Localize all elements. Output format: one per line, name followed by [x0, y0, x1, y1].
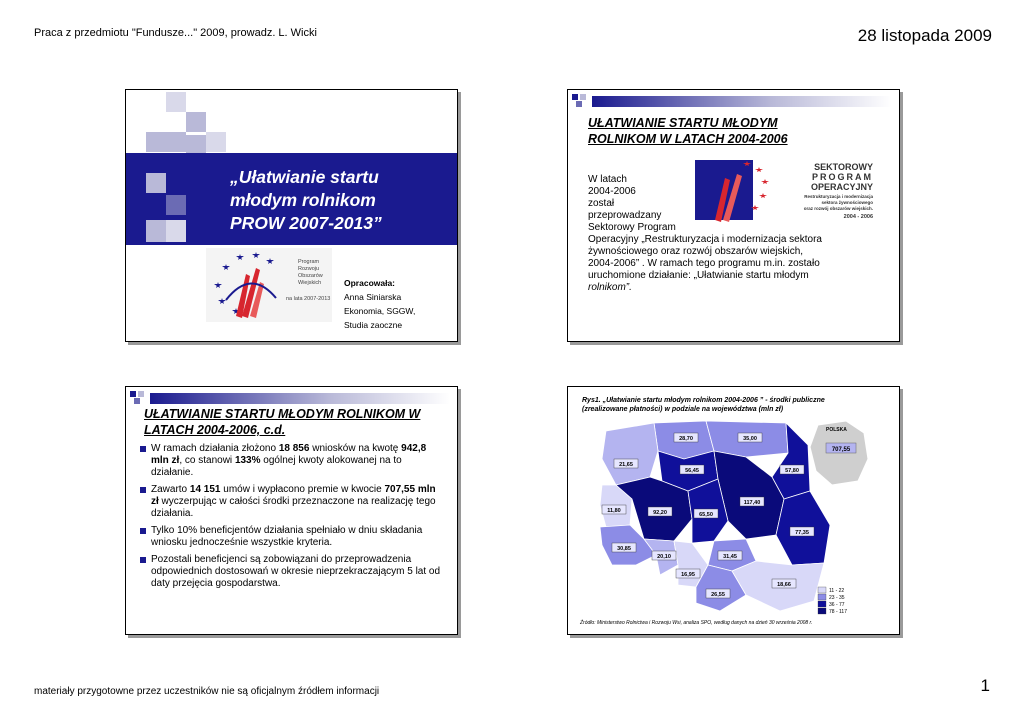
logo-text: Program	[298, 259, 320, 265]
legend-label: 11 - 22	[829, 588, 845, 594]
voivodeship-map	[596, 415, 881, 620]
slide-results	[125, 386, 458, 635]
list-item: Pozostali beneficjenci są zobowiązani do przeprowadzenia odpowiednich dostosowań w okresie nieprzekraczającym 5 lat od daty przejęcia gospodarstwa.	[138, 554, 443, 590]
title-line: „Ułatwianie startu	[230, 167, 379, 187]
logo-text: Rozwoju	[298, 266, 320, 272]
region-value: 18,66	[777, 582, 791, 588]
decor-square	[138, 391, 144, 397]
legend-swatch	[818, 601, 826, 607]
decor-square	[166, 92, 186, 112]
decor-square	[186, 112, 206, 132]
decor-square	[146, 220, 166, 242]
region-value: 28,70	[679, 436, 693, 442]
header-course-note: Praca z przedmiotu "Fundusze..." 2009, prowadz. L. Wicki	[34, 27, 317, 39]
region-value: 56,45	[685, 468, 699, 474]
decor-square	[580, 94, 586, 100]
decor-square	[572, 94, 578, 100]
body-line: 2004-2006	[588, 186, 636, 197]
body-line: Sektorowy Program	[588, 222, 676, 233]
logo-text: oraz rozwój obszarów wiejskich.	[803, 206, 873, 211]
list-item: Zawarto 14 151 umów i wypłacono premie w kwocie 707,55 mln zł wyczerpując w całości środki przeznaczone na realizację tego działania.	[138, 484, 443, 520]
author-label: Opracowała:	[344, 278, 396, 288]
author-block	[344, 276, 415, 332]
results-list	[138, 443, 443, 595]
slide-heading	[144, 406, 444, 438]
logo-text: Obszarów	[298, 273, 323, 279]
region-value: 77,35	[795, 530, 809, 536]
body-line: W latach	[588, 174, 627, 185]
logo-text: Wiejskich	[298, 280, 322, 286]
region-value: 21,65	[619, 462, 633, 468]
heading-line: UŁATWIANIE STARTU MŁODYM ROLNIKOM W	[144, 407, 421, 421]
slide-topbar	[592, 96, 892, 107]
body-line: Operacyjny „Restrukturyzacja i modernizacja sektora	[588, 234, 822, 245]
slide-heading	[588, 115, 848, 147]
body-line: przeprowadzany	[588, 210, 662, 221]
region-value: 117,40	[743, 500, 761, 506]
map-caption	[582, 396, 882, 414]
map-legend	[818, 587, 847, 615]
caption-line: Rys1. „Ułatwianie startu młodym rolnikom 2004-2006 ” - środki publiczne	[582, 397, 825, 404]
decor-square	[134, 398, 140, 404]
region-value: 20,10	[657, 554, 671, 560]
body-line: został	[588, 198, 615, 209]
region-value: 26,55	[711, 592, 725, 598]
author-dept: Ekonomia, SGGW,	[344, 306, 416, 316]
region-value: 11,80	[607, 508, 621, 514]
slide-map	[567, 386, 900, 635]
decor-square	[166, 132, 186, 152]
logo-text: SEKTOROWY	[814, 162, 873, 172]
logo-text: sektora żywnościowego	[821, 200, 873, 205]
poland-value: 707,55	[831, 447, 851, 453]
slide-topbar	[150, 393, 450, 404]
region-value: 31,45	[723, 554, 737, 560]
list-item: Tylko 10% beneficjentów działania spełniało w dniu składania wniosku jednocześnie wszystkie kryteria.	[138, 525, 443, 549]
region-value: 16,95	[681, 572, 695, 578]
header-date: 28 listopada 2009	[857, 26, 992, 45]
slide-title	[125, 89, 458, 342]
legend-swatch	[818, 587, 826, 593]
decor-square	[130, 391, 136, 397]
decor-square	[576, 101, 582, 107]
region-value: 35,00	[743, 436, 757, 442]
decor-square	[206, 132, 226, 152]
heading-line: UŁATWIANIE STARTU MŁODYM	[588, 116, 778, 130]
body-line: żywnościowego oraz rozwój obszarów wiejskich,	[588, 246, 804, 257]
decor-square	[126, 153, 146, 173]
title-line: młodym rolnikom	[230, 190, 376, 210]
decor-square	[146, 132, 166, 152]
slide-title-text	[230, 166, 450, 235]
body-line: rolnikom”.	[588, 282, 632, 293]
decor-square	[166, 195, 186, 215]
decor-square	[146, 173, 166, 193]
region-value: 92,20	[653, 510, 667, 516]
region-value: 65,50	[699, 512, 713, 518]
title-line: PROW 2007-2013”	[230, 213, 382, 233]
logo-text: na lata 2007-2013	[286, 296, 331, 302]
legend-swatch	[818, 594, 826, 600]
logo-text: PROGRAM	[812, 172, 873, 182]
slide-body	[588, 174, 878, 294]
decor-square	[166, 220, 186, 242]
logo-text: OPERACYJNY	[810, 182, 873, 192]
slide-program-intro	[567, 89, 900, 342]
legend-swatch	[818, 608, 826, 614]
legend-label: 23 - 35	[829, 595, 845, 601]
legend-label: 36 - 77	[829, 602, 845, 608]
poland-label: POLSKA	[826, 427, 847, 433]
map-source: Źródło: Ministerstwo Rolnictwa i Rozwoju Wsi, analiza SPO, według danych na dzień 30 września 2008 r.	[580, 620, 813, 626]
prow-logo	[206, 248, 332, 322]
heading-line: LATACH 2004-2006, c.d.	[144, 423, 286, 437]
decor-square	[186, 135, 206, 153]
list-item: W ramach działania złożono 18 856 wniosków na kwotę 942,8 mln zł, co stanowi 133% ogólnej kwoty alokowanej na to działanie.	[138, 443, 443, 479]
heading-line: ROLNIKOM W LATACH 2004-2006	[588, 132, 788, 146]
footer-disclaimer: materiały przygotowne przez uczestników nie są oficjalnym źródłem informacji	[34, 686, 380, 697]
page-number: 1	[980, 676, 990, 695]
caption-line: (zrealizowane płatności) w podziale na województwa (mln zł)	[582, 406, 784, 413]
body-line: uruchomione działanie: „Ułatwianie startu młodym	[588, 270, 809, 281]
legend-label: 78 - 117	[829, 609, 847, 615]
region-value: 30,85	[617, 546, 631, 552]
author-name: Anna Siniarska	[344, 292, 402, 302]
author-mode: Studia zaoczne	[344, 320, 403, 330]
region-value: 57,80	[785, 468, 799, 474]
region-zachodniopomorskie	[602, 423, 658, 485]
logo-text: 2004 - 2006	[843, 214, 873, 220]
logo-text: Restrukturyzacja i modernizacja	[804, 194, 873, 199]
body-line: 2004-2006” . W ramach tego programu m.in. zostało	[588, 258, 820, 269]
